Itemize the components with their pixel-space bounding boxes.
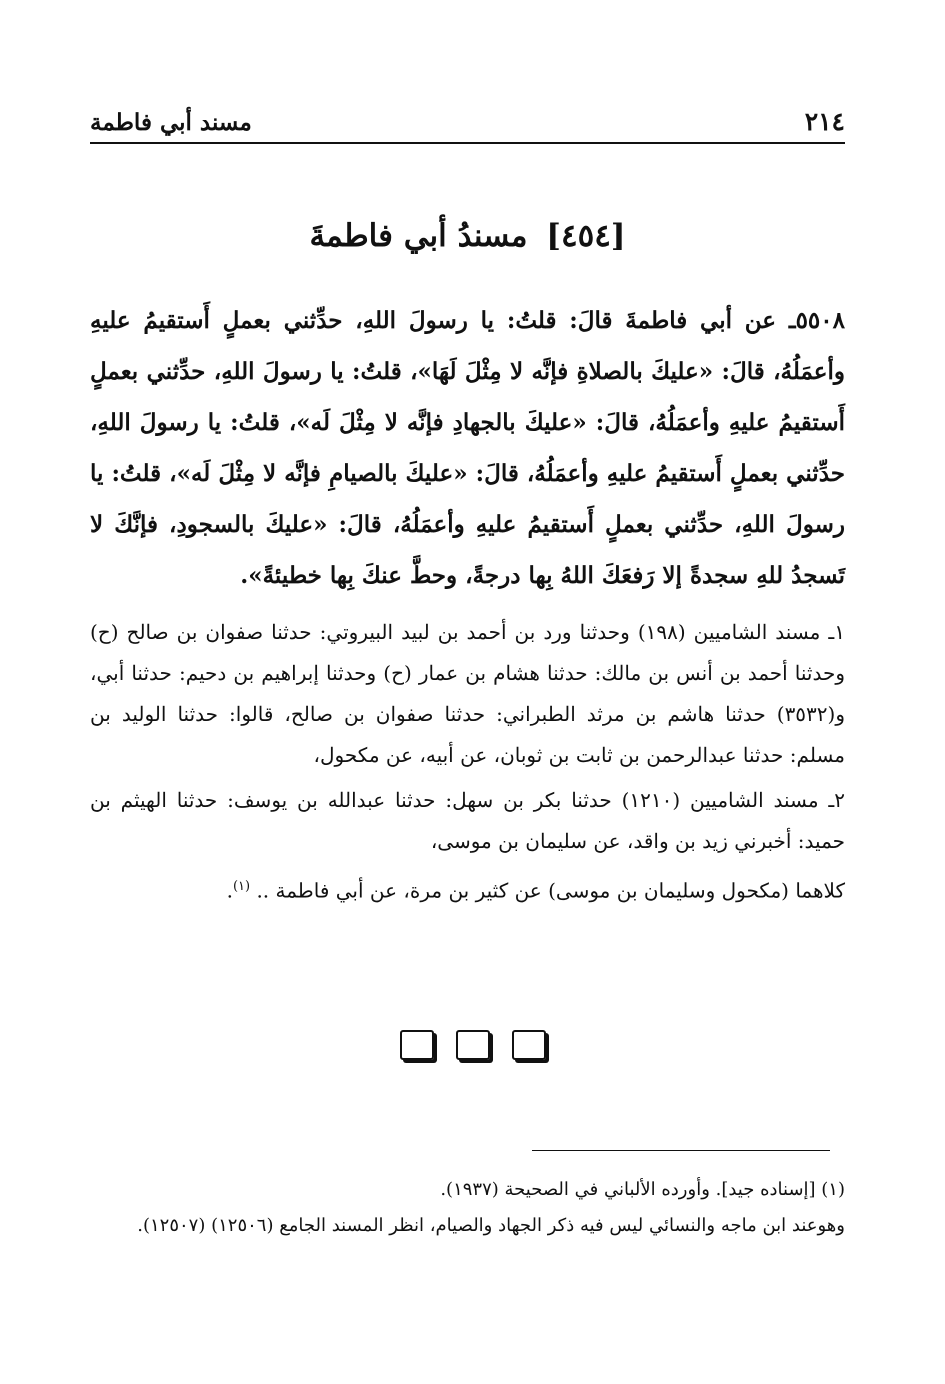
source-2: ٢ـ مسند الشاميين (١٢١٠) حدثنا بكر بن سهل: حدثنا عبدالله بن يوسف: حدثنا الهيثم بن حميد: أخبرني زيد بن واقد، عن سليمان بن موسى،: [90, 788, 846, 853]
sources-summary: كلاهما (مكحول وسليمان بن موسى) عن كثير بن مرة، عن أبي فاطمة .. $^{(١)}$.: [226, 878, 845, 903]
ornament-square-icon: [456, 1030, 490, 1060]
running-title: مسند أبي فاطمة: [90, 109, 252, 136]
section-number: [٤٥٤]: [546, 218, 626, 254]
section-title: مسندُ أبي فاطمةَ: [309, 218, 528, 254]
hadith-text: ٥٥٠٨ـ عن أبي فاطمةَ قالَ: قلتُ: يا رسولَ اللهِ، حدِّثني بعملٍ أَستقيمُ عليهِ وأعمَلُهُ، قالَ: «عليكَ بالصلاةِ فإنَّه لا مِثْلَ لَهَا»، قلتُ: يا رسولَ اللهِ، حدِّثني بعملٍ أَستقيمُ عليهِ وأعمَلُهُ، قالَ: «عليكَ بالجهادِ فإنَّه لا مِثْلَ لَه»، قلتُ: يا رسولَ اللهِ، حدِّثني بعملٍ أَستقيمُ عليهِ وأعمَلُهُ، قالَ: «عليكَ بالصيامِ فإنَّه لا مِثْلَ لَه»، قلتُ: يا رسولَ اللهِ، حدِّثني بعملٍ أَستقيمُ عليهِ وأعمَلُهُ، قالَ: «عليكَ بالسجودِ، فإنَّكَ لا تَسجدُ للهِ سجدةً إلا رَفعَكَ اللهُ بِها درجةً، وحطَّ عنكَ بِها خطيئةً».: [90, 307, 845, 589]
summary-text: كلاهما (مكحول وسليمان بن موسى) عن كثير بن مرة، عن أبي فاطمة ..: [256, 878, 845, 903]
footnote-divider: [532, 1150, 830, 1151]
footnote-reference[interactable]: (١): [232, 879, 251, 894]
page-number: ٢١٤: [804, 107, 845, 136]
running-header: [90, 96, 845, 144]
footnotes-block: [90, 1172, 845, 1244]
sources-block: [90, 612, 845, 916]
section-heading: [90, 218, 845, 254]
footnote-1: (١) [إسناده جيد]. وأورده الألباني في الصحيحة (١٩٣٧).: [440, 1179, 845, 1200]
section-end-ornament: [0, 1030, 945, 1060]
source-1: ١ـ مسند الشاميين (١٩٨) وحدثنا ورد بن أحمد بن لبيد البيروتي: حدثنا صفوان بن صالح (ح) وحدثنا أحمد بن أنس بن مالك: حدثنا هشام بن عمار (ح) وحدثنا إبراهيم بن دحيم: حدثنا أبي، و(٣٥٣٢) حدثنا هاشم بن مرثد الطبراني: حدثنا صفوان بن صالح، قالوا: حدثنا الوليد بن مسلم: حدثنا عبدالرحمن بن ثابت بن ثوبان، عن أبيه، عن مكحول،: [90, 620, 845, 767]
ornament-square-icon: [512, 1030, 546, 1060]
footnote-1-continued: وهوعند ابن ماجه والنسائي ليس فيه ذكر الجهاد والصيام، انظر المسند الجامع (١٢٥٠٦) (١٢٥٠٧).: [137, 1215, 845, 1236]
ornament-square-icon: [400, 1030, 434, 1060]
